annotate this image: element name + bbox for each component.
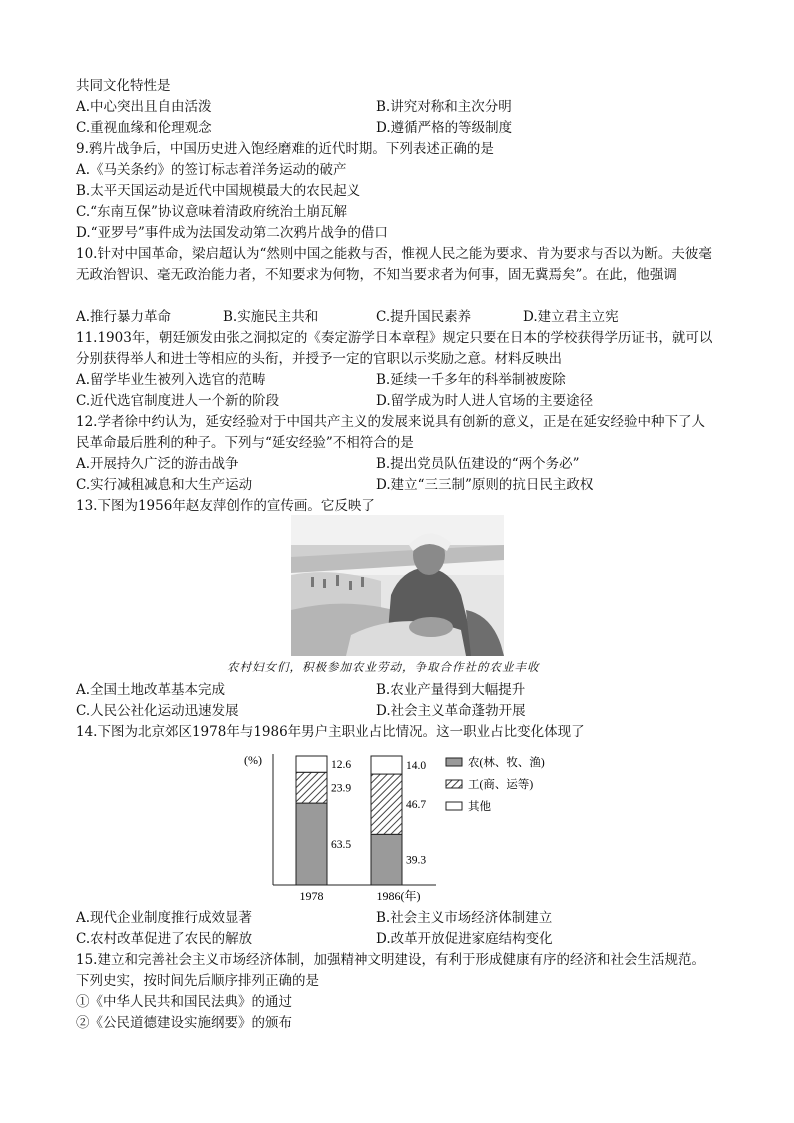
legend-swatch-3 [446, 802, 462, 810]
legend-swatch-1 [446, 758, 462, 766]
q10-option-b: B.实施民主共和 [223, 309, 319, 325]
occupation-stacked-bar-chart [236, 748, 566, 903]
bar-1978-series-3 [296, 756, 327, 772]
bar-1978-series-2 [296, 772, 327, 803]
q12-option-c: C.实行减租减息和大生产运动 [76, 477, 253, 493]
legend-label-3: 其他 [468, 801, 491, 813]
legend-swatch-2 [446, 780, 462, 788]
q12-option-b: B.提出党员队伍建设的“两个务必” [376, 456, 580, 472]
q10-option-c: C.提升国民素养 [376, 309, 472, 325]
q11-option-b: B.延续一千多年的科举制被废除 [376, 372, 566, 388]
value-label-1986-series-3: 14.0 [406, 760, 427, 773]
bar-1986-series-1 [371, 834, 402, 885]
x-tick-label-1978: 1978 [299, 889, 324, 903]
legend-label-1: 农(林、牧、渔) [468, 757, 545, 769]
q9-option-d: D.“亚罗号”事件成为法国发动第二次鸦片战争的借口 [76, 225, 388, 241]
q12-stem: 12.学者徐中约认为，延安经验对于中国共产主义的发展来说具有创新的意义，正是在延安经验中种下了人民革命最后胜利的种子。下列与“延安经验”不相符合的是 [76, 414, 705, 451]
q15-item-2: ②《公民道德建设实施纲要》的颁布 [76, 1015, 292, 1031]
q12-option-d: D.建立“三三制”原则的抗日民主政权 [376, 477, 594, 493]
q14-stem: 14.下图为北京郊区1978年与1986年男户主职业占比情况。这一职业占比变化体现了 [76, 724, 585, 740]
q10-stem: 10.针对中国革命，梁启超认为“然则中国之能救与否，惟视人民之能为要求、肯为要求与否以为断。夫彼毫无政治智识、毫无政治能力者，不知要求为何物，不知当要求者为何事，固无冀焉矣”。在此，他强调 [76, 246, 712, 283]
q14-option-a: A.现代企业制度推行成效显著 [76, 910, 253, 926]
poster-caption: 农村妇女们，积极参加农业劳动，争取合作社的农业丰收 [227, 660, 540, 674]
value-label-1978-series-2: 23.9 [331, 782, 352, 795]
bar-1986-series-3 [371, 756, 402, 774]
x-tick-label-1986: 1986(年) [376, 889, 421, 903]
q11-option-c: C.近代选官制度进人一个新的阶段 [76, 393, 280, 409]
q14-option-b: B.社会主义市场经济体制建立 [376, 910, 553, 926]
q14-option-d: D.改革开放促进家庭结构变化 [376, 931, 553, 947]
q13-option-d: D.社会主义革命蓬勃开展 [376, 703, 526, 719]
q11-stem: 11.1903年，朝廷颁发由张之洞拟定的《奏定游学日本章程》规定只要在日本的学校获得学历证书，就可以分别获得举人和进士等相应的头衔，并授予一定的官职以示奖励之意。材料反映出 [76, 330, 713, 367]
q9-option-a: A.《马关条约》的签订标志着洋务运动的破产 [76, 162, 347, 178]
q13-option-c: C.人民公社化运动迅速发展 [76, 703, 239, 719]
q14-option-c: C.农村改革促进了农民的解放 [76, 931, 253, 947]
q11-option-d: D.留学成为时人进人官场的主要途径 [376, 393, 594, 409]
value-label-1978-series-1: 63.5 [331, 839, 352, 852]
bar-1978-series-1 [296, 803, 327, 885]
q9-option-b: B.太平天国运动是近代中国规模最大的农民起义 [76, 183, 361, 199]
q13-stem: 13.下图为1956年赵友萍创作的宣传画。它反映了 [76, 498, 375, 514]
bar-1986-series-2 [371, 774, 402, 834]
q13-option-a: A.全国土地改革基本完成 [76, 682, 226, 698]
q12-option-a: A.开展持久广泛的游击战争 [76, 456, 239, 472]
q13-option-b: B.农业产量得到大幅提升 [376, 682, 526, 698]
q8-stem: 共同文化特性是 [76, 78, 171, 94]
q8-option-d: D.遵循严格的等级制度 [376, 120, 513, 136]
q11-option-a: A.留学毕业生被列入选官的范畴 [76, 372, 266, 388]
legend-label-2: 工(商、运等) [468, 779, 534, 791]
q9-stem: 9.鸦片战争后，中国历史进入饱经磨难的近代时期。下列表述正确的是 [76, 141, 494, 157]
y-unit-label: (%) [244, 753, 262, 767]
q8-option-c: C.重视血缘和伦理观念 [76, 120, 212, 136]
value-label-1986-series-2: 46.7 [406, 799, 427, 812]
propaganda-poster-image [291, 515, 504, 656]
q15-stem: 15.建立和完善社会主义市场经济体制，加强精神文明建设，有利于形成健康有序的经济和社会生活规范。下列史实，按时间先后顺序排列正确的是 [76, 952, 705, 989]
q8-option-a: A.中心突出且自由活泼 [76, 99, 212, 115]
value-label-1978-series-3: 12.6 [331, 759, 352, 772]
q10-option-a: A.推行暴力革命 [76, 309, 172, 325]
q8-option-b: B.讲究对称和主次分明 [376, 99, 512, 115]
q15-item-1: ①《中华人民共和国民法典》的通过 [76, 994, 292, 1010]
q10-option-d: D.建立君主立宪 [523, 309, 619, 325]
q9-option-c: C.“东南互保”协议意味着清政府统治土崩瓦解 [76, 204, 347, 220]
value-label-1986-series-1: 39.3 [406, 854, 427, 867]
